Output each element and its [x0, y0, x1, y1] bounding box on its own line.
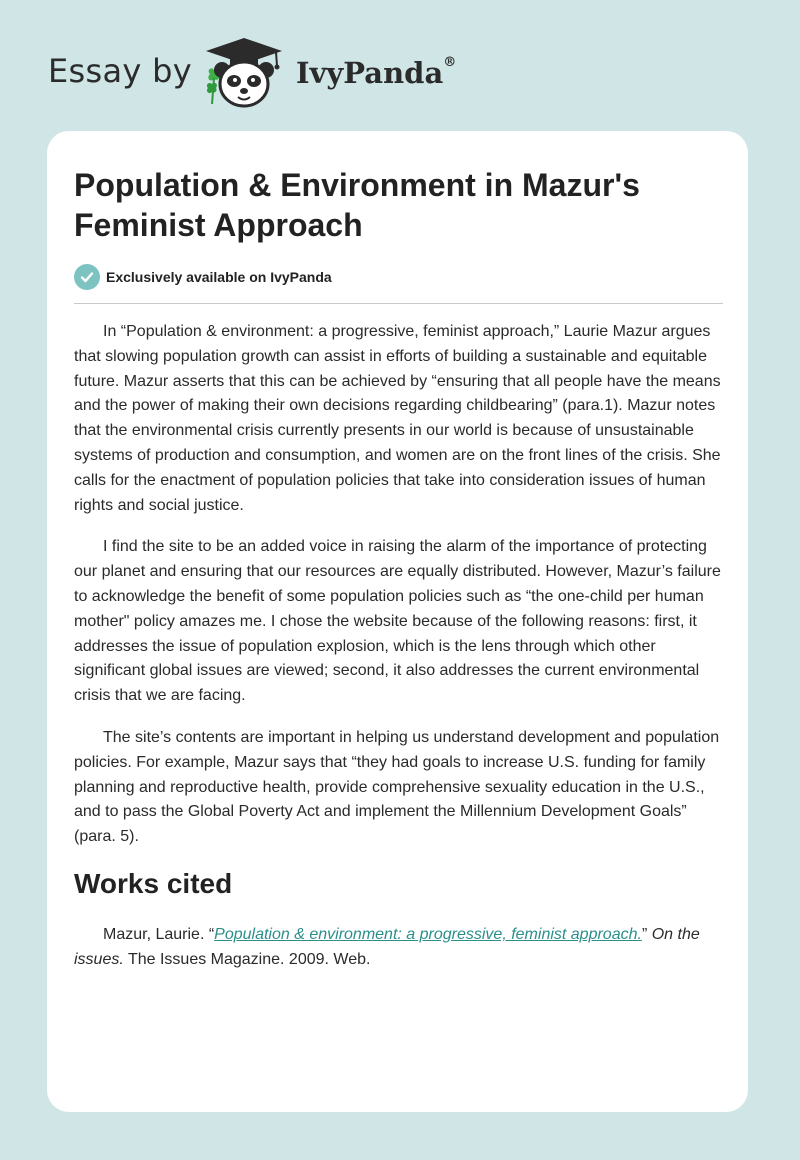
citation-source: On the issues. [74, 925, 700, 968]
paragraph: The site’s contents are important in helping us understand development and population policies. For example, Mazur says that “they had goals to increase U.S. funding for family planning and reproductive health, provide comprehensive sexuality education in the U.S., and to pass the Global Poverty Act and implement the Millennium Development Goals” (para. 5). [74, 728, 720, 846]
citation-quote-close: ” [641, 925, 652, 943]
page-title: Population & Environment in Mazur's Feminist Approach [74, 167, 640, 243]
citation-rest: The Issues Magazine. 2009. Web. [123, 950, 371, 968]
registered-mark: ® [443, 55, 457, 71]
citation-link[interactable]: Population & environment: a progressive, feminist approach. [214, 925, 642, 943]
brand-name[interactable]: IvyPanda® [296, 55, 457, 90]
exclusive-badge [74, 264, 332, 290]
essay-card [47, 131, 748, 1112]
divider [74, 303, 723, 304]
check-icon [74, 264, 100, 290]
citation-author: Mazur, Laurie. “ [103, 925, 215, 943]
site-header [0, 0, 800, 130]
works-cited-heading: Works cited [74, 867, 233, 899]
panda-graduation-cap-icon[interactable] [200, 36, 288, 112]
citation [74, 923, 724, 973]
paragraph: I find the site to be an added voice in raising the alarm of the importance of protecting our planet and ensuring that our resources are equally distributed. However, Mazur’s failure to acknowledge the benefit of some population policies such as “the one-child per human mother" policy amazes me. I chose the website because of the following reasons: first, it addresses the issue of population explosion, which is the lens through which other significant global issues are viewed; second, it also addresses the current environmental crisis that we are facing. [74, 538, 721, 705]
paragraph: In “Population & environment: a progressive, feminist approach,” Laurie Mazur argues that slowing population growth can assist in efforts of building a sustainable and equitable future. Mazur asserts that this can be achieved by “ensuring that all people have the means and the power of making their own decisions regarding childbearing” (para.1). Mazur notes that the environmental crisis currently presents in our world is because of unsustainable systems of production and consumption, and women are on the front lines of the crisis. She calls for the enactment of population policies that take into consideration issues of human rights and social justice. [74, 323, 721, 514]
badge-label: Exclusively available on IvyPanda [106, 269, 332, 285]
essay-body [74, 320, 724, 990]
brand-prefix: Essay by [48, 52, 192, 90]
